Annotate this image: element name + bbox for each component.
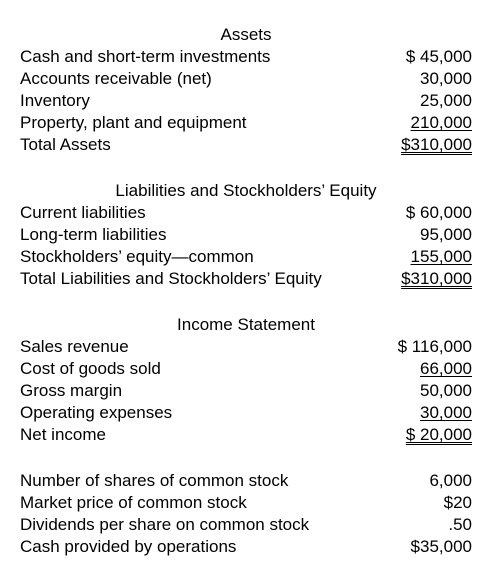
row-label: Cost of goods sold — [20, 359, 161, 378]
assets-heading: Assets — [220, 25, 272, 44]
other-data-section — [20, 470, 472, 558]
row-amount: .50 — [448, 515, 472, 534]
row-amount: 25,000 — [420, 91, 472, 110]
row-label: Property, plant and equipment — [20, 113, 247, 132]
table-row — [20, 336, 472, 358]
row-label: Total Liabilities and Stockholders’ Equity — [20, 269, 322, 288]
row-label: Net income — [20, 425, 106, 444]
row-amount: 50,000 — [420, 381, 472, 400]
table-row — [20, 536, 472, 558]
row-amount: $ 20,000 — [405, 425, 472, 444]
row-amount: $310,000 — [401, 135, 472, 154]
table-row-total — [20, 134, 472, 156]
row-label: Cash provided by operations — [20, 537, 237, 556]
row-amount: 155,000 — [410, 247, 472, 266]
table-row — [20, 402, 472, 424]
row-amount: $ 45,000 — [405, 47, 472, 66]
row-label: Gross margin — [20, 381, 123, 400]
row-amount: 66,000 — [420, 359, 472, 378]
liabilities-section — [20, 180, 472, 290]
row-label: Cash and short-term investments — [20, 47, 271, 66]
table-row — [20, 224, 472, 246]
row-label: Long-term liabilities — [20, 225, 167, 244]
row-amount: 30,000 — [420, 403, 472, 422]
row-amount: 30,000 — [420, 69, 472, 88]
financial-statements — [20, 24, 472, 558]
row-label: Sales revenue — [20, 337, 129, 356]
table-row — [20, 358, 472, 380]
row-amount: $20 — [443, 493, 472, 512]
table-row — [20, 46, 472, 68]
row-label: Total Assets — [20, 135, 111, 154]
table-row — [20, 246, 472, 268]
liabilities-heading: Liabilities and Stockholders’ Equity — [115, 181, 377, 200]
row-label: Market price of common stock — [20, 493, 247, 512]
table-row — [20, 470, 472, 492]
row-amount: $310,000 — [401, 269, 472, 288]
row-label: Number of shares of common stock — [20, 471, 289, 490]
table-row — [20, 380, 472, 402]
assets-section — [20, 24, 472, 156]
table-row — [20, 492, 472, 514]
row-label: Stockholders’ equity—common — [20, 247, 254, 266]
table-row — [20, 514, 472, 536]
income-section — [20, 314, 472, 446]
row-label: Accounts receivable (net) — [20, 69, 212, 88]
table-row-total — [20, 268, 472, 290]
row-label: Operating expenses — [20, 403, 173, 422]
row-amount: $ 60,000 — [405, 203, 472, 222]
table-row-total — [20, 424, 472, 446]
row-amount: 95,000 — [420, 225, 472, 244]
row-amount: 6,000 — [429, 471, 472, 490]
row-amount: $35,000 — [410, 537, 472, 556]
income-heading: Income Statement — [177, 315, 315, 334]
table-row — [20, 90, 472, 112]
row-label: Current liabilities — [20, 203, 146, 222]
row-label: Dividends per share on common stock — [20, 515, 310, 534]
table-row — [20, 112, 472, 134]
row-amount: $ 116,000 — [397, 337, 472, 356]
row-label: Inventory — [20, 91, 90, 110]
table-row — [20, 68, 472, 90]
table-row — [20, 202, 472, 224]
row-amount: 210,000 — [410, 113, 472, 132]
